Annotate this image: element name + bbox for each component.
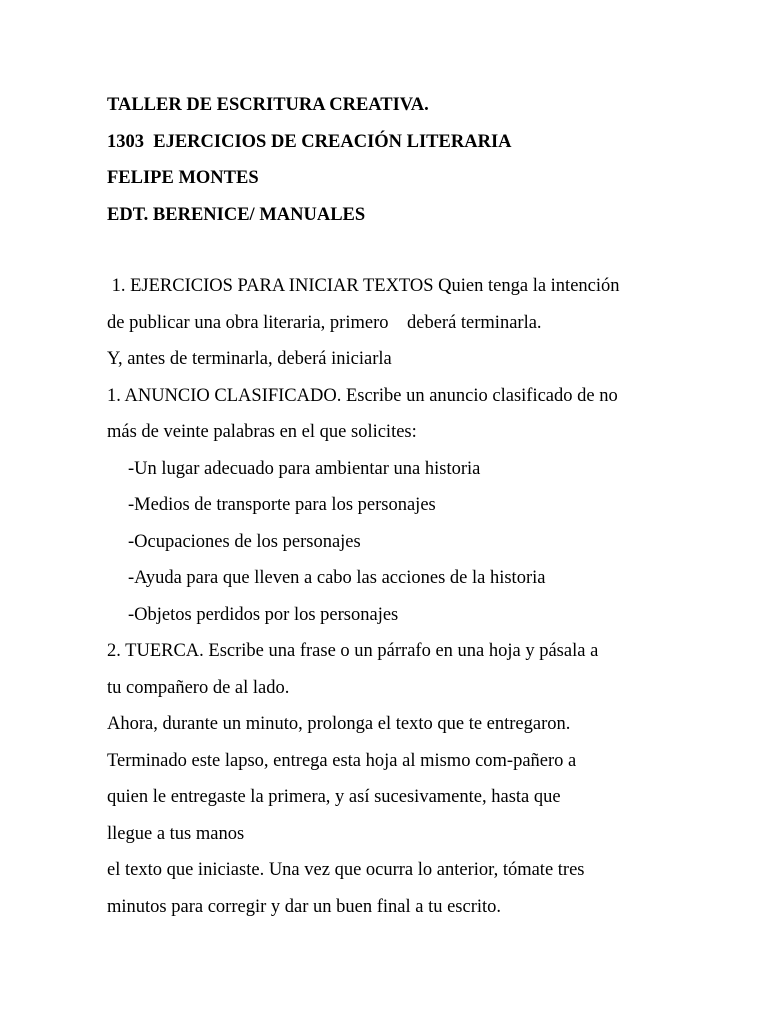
body-line: minutos para corregir y dar un buen final a tu escrito.: [107, 896, 502, 917]
body-line: Ahora, durante un minuto, prolonga el texto que te entregaron.: [107, 714, 571, 734]
document-header: [107, 92, 707, 238]
body-line: de publicar una obra literaria, primero deberá terminarla.: [107, 312, 542, 333]
header-line-subtitle: 1303 EJERCICIOS DE CREACIÓN LITERARIA: [107, 131, 512, 152]
header-line-author: FELIPE MONTES: [107, 168, 259, 188]
list-item: -Medios de transporte para los personajes: [128, 495, 436, 515]
body-line: 1. ANUNCIO CLASIFICADO. Escribe un anuncio clasificado de no: [107, 385, 618, 406]
header-line-publisher: EDT. BERENICE/ MANUALES: [107, 204, 366, 225]
list-item: -Ayuda para que lleven a cabo las acciones de la historia: [128, 568, 546, 588]
header-line-title: TALLER DE ESCRITURA CREATIVA.: [107, 95, 429, 115]
body-line: Terminado este lapso, entrega esta hoja al mismo com-pañero a: [107, 750, 577, 771]
body-line: Y, antes de terminarla, deberá iniciarla: [107, 349, 392, 369]
document-body: [107, 273, 707, 930]
body-line: llegue a tus manos: [107, 823, 245, 844]
body-line: quien le entregaste la primera, y así sucesivamente, hasta que: [107, 787, 561, 807]
list-item: -Un lugar adecuado para ambientar una historia: [128, 458, 481, 479]
body-line: el texto que iniciaste. Una vez que ocurra lo anterior, tómate tres: [107, 860, 585, 880]
list-item: -Ocupaciones de los personajes: [128, 531, 361, 552]
body-line: tu compañero de al lado.: [107, 677, 290, 698]
body-line: 1. EJERCICIOS PARA INICIAR TEXTOS Quien tenga la intención: [107, 276, 620, 296]
body-line: más de veinte palabras en el que solicites:: [107, 422, 417, 442]
body-line: 2. TUERCA. Escribe una frase o un párrafo en una hoja y pásala a: [107, 641, 599, 661]
list-item: -Objetos perdidos por los personajes: [128, 604, 399, 625]
